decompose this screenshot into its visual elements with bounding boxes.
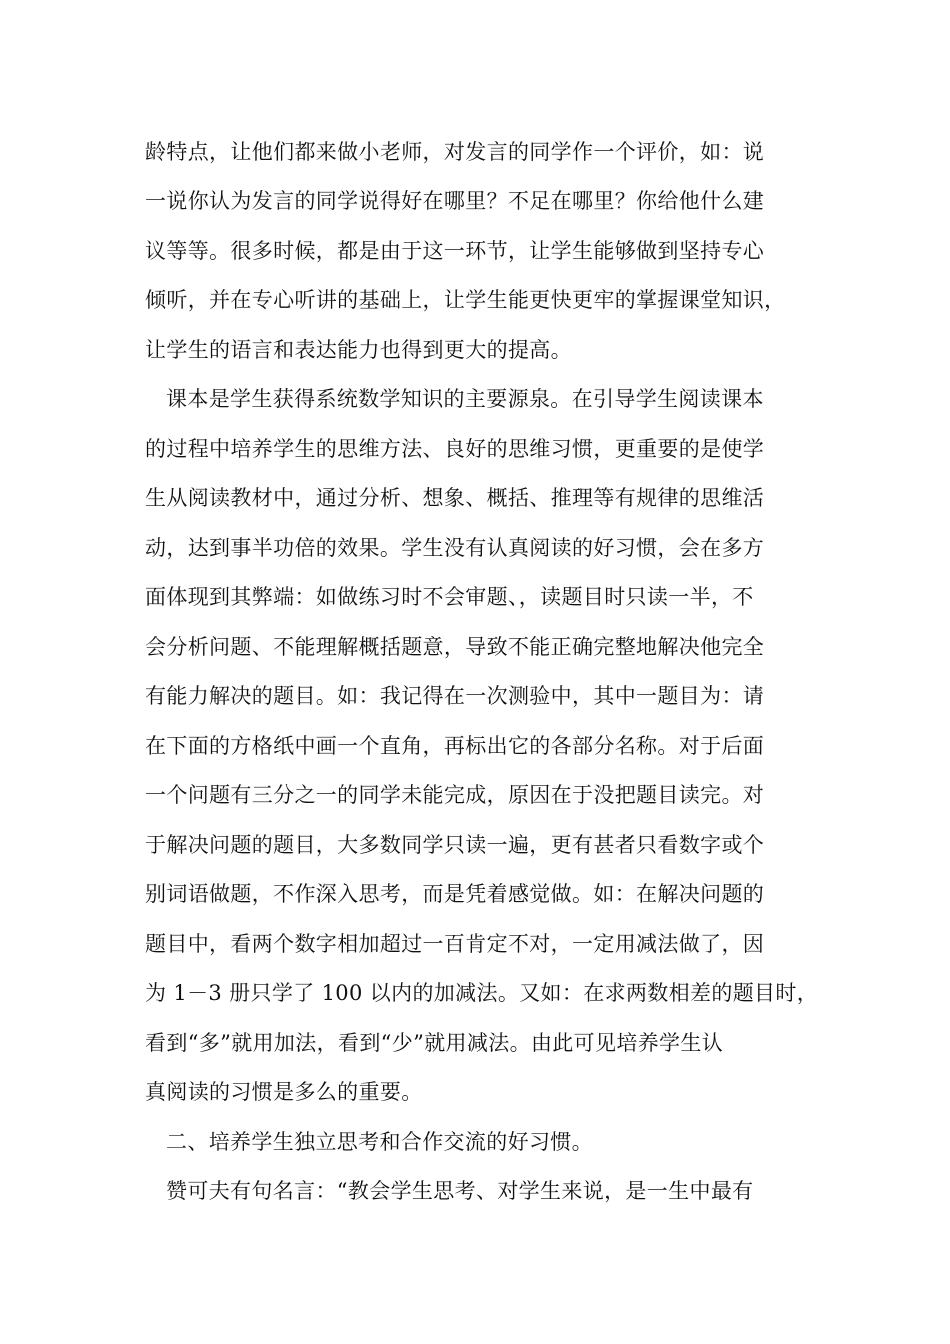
text-line: 龄特点，让他们都来做小老师，对发言的同学作一个评价，如：说 — [145, 140, 765, 164]
text-line: 倾听，并在专心听讲的基础上，让学生能更快更牢的掌握课堂知识， — [145, 288, 786, 312]
text-line: 议等等。很多时候，都是由于这一环节，让学生能够做到坚持专心 — [145, 239, 765, 263]
text-line: 在下面的方格纸中画一个直角，再标出它的各部分名称。对于后面 — [145, 734, 765, 758]
text-line: 会分析问题、不能理解概括题意，导致不能正确完整地解决他完全 — [145, 635, 765, 659]
text-line: 生从阅读教材中，通过分析、想象、概括、推理等有规律的思维活 — [145, 486, 765, 510]
text-line: 有能力解决的题目。如：我记得在一次测验中，其中一题目为：请 — [145, 684, 765, 708]
text-line: 的过程中培养学生的思维方法、良好的思维习惯，更重要的是使学 — [145, 437, 765, 461]
paragraph-start-line: 课本是学生获得系统数学知识的主要源泉。在引导学生阅读课本 — [166, 387, 764, 411]
text-line: 看到“多”就用加法，看到“少”就用减法。由此可见培养学生认 — [145, 1031, 724, 1055]
text-line: 于解决问题的题目，大多数同学只读一遍，更有甚者只看数字或个 — [145, 833, 765, 857]
text-line: 真阅读的习惯是多么的重要。 — [145, 1080, 423, 1104]
section-heading: 二、培养学生独立思考和合作交流的好习惯。 — [166, 1130, 593, 1154]
text-line: 为 1－3 册只学了 100 以内的加减法。又如：在求两数相差的题目时， — [145, 981, 819, 1005]
text-line: 一说你认为发言的同学说得好在哪里？不足在哪里？你给他什么建 — [145, 189, 765, 213]
paragraph-start-line: 赞可夫有句名言：“教会学生思考、对学生来说，是一生中最有 — [166, 1179, 754, 1203]
text-line: 面体现到其弊端：如做练习时不会审题、，读题目时只读一半，不 — [145, 585, 754, 609]
text-line: 别词语做题，不作深入思考，而是凭着感觉做。如：在解决问题的 — [145, 882, 765, 906]
text-line: 一个问题有三分之一的同学未能完成，原因在于没把题目读完。对 — [145, 783, 765, 807]
text-line: 动，达到事半功倍的效果。学生没有认真阅读的好习惯，会在多方 — [145, 536, 765, 560]
text-line: 让学生的语言和表达能力也得到更大的提高。 — [145, 338, 572, 362]
text-line: 题目中，看两个数字相加超过一百肯定不对，一定用减法做了，因 — [145, 932, 765, 956]
